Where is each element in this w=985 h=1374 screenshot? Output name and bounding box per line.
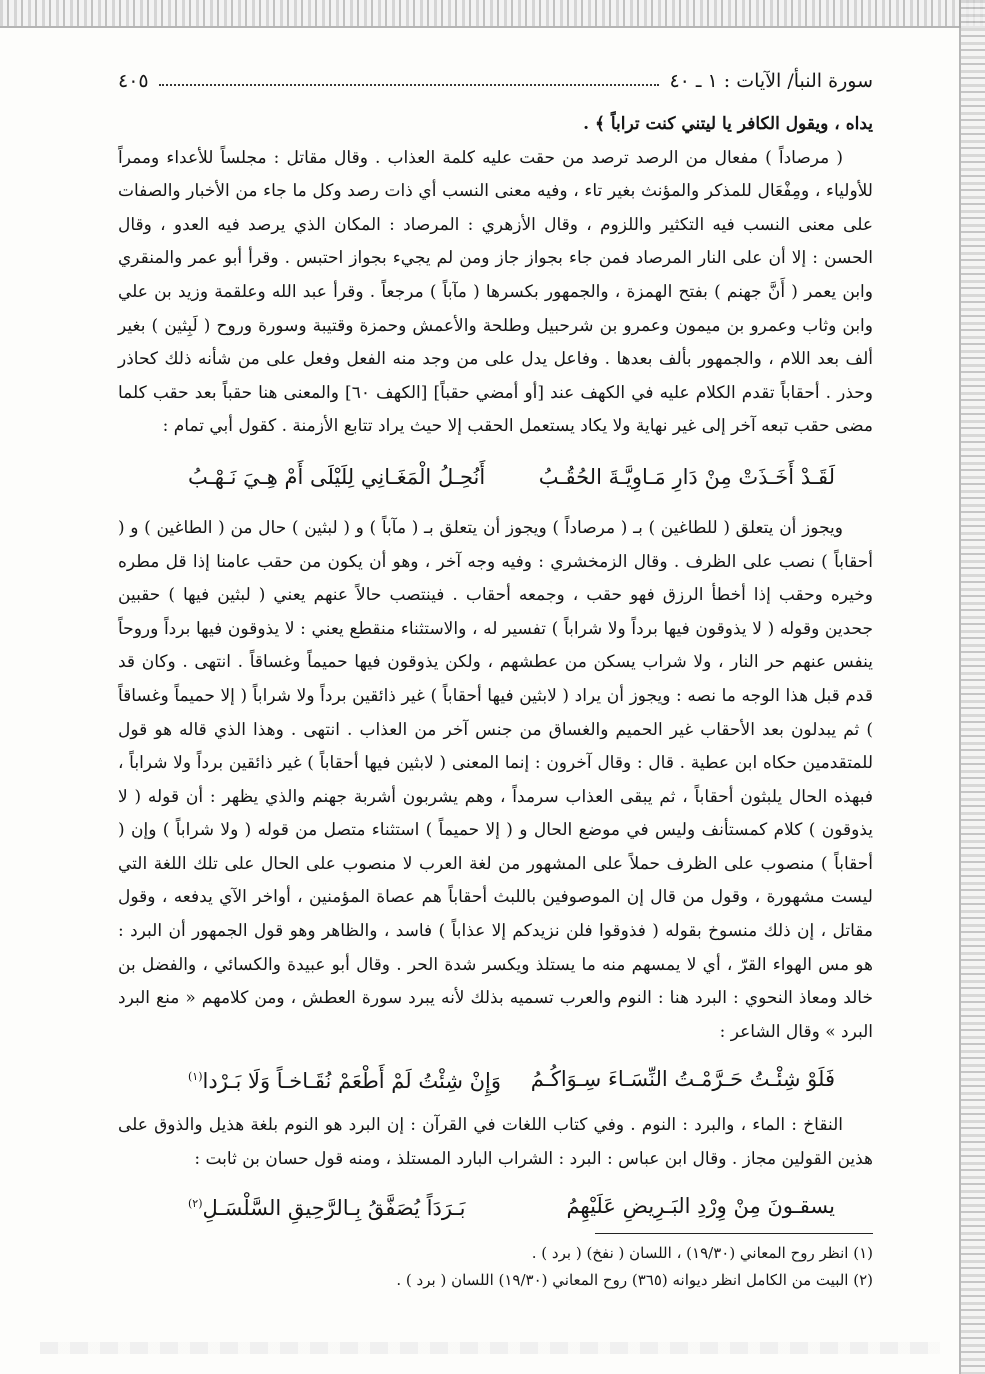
footnotes (118, 1240, 873, 1294)
footnote-separator (595, 1233, 873, 1234)
poem-1-hemistich-2: أَنُحِـلُ الْمَغَـانِي لِلَيْلَى أَمْ هِـيَ نَـهْـبُ (188, 465, 486, 490)
surah-label: سورة النبأ/ الآيات : ١ ـ ٤٠ (669, 70, 873, 92)
page-number: ٤٠٥ (118, 70, 149, 92)
poem-2-hemistich-1: فَلَوْ شِئْـتُ حَـرَّمْـتُ النِّسَـاءَ سِـوَاكُـمُ (530, 1066, 835, 1091)
poem-2-hemistich-2: وَإِنْ شِئْتُ لَمْ أَطْعَمْ نُقَـاخـاً وَلَا بَـرْدا (202, 1069, 501, 1094)
poem-3-hemistich-2: بَـرَدَاً يُصَفَّقُ بِـالرَّحِيقِ السَّلْسَـلِ (202, 1196, 466, 1221)
ornamental-border-top (0, 0, 985, 26)
poem-verse-2 (118, 1049, 873, 1109)
footnote-1: (١) انظر روح المعاني (١٩/٣٠) ، اللسان ( نفخ) ( برد ) . (531, 1244, 873, 1262)
page-body (118, 108, 873, 1237)
scan-artifact-bottom (40, 1342, 940, 1354)
paragraph-1: ( مرصاداً ) مفعال من الرصد ترصد من حقت عليه كلمة العذاب . وقال مقاتل : مجلساً للأعداء وممراً للأولياء ، ومِفْعَال للمذكر والمؤنث بغير تاء ، وفيه معنى النسب أي ذات رصد وكل ما جاء من الأخبار والصفات على معنى النسب فيه التكثير واللزوم ، وقال الأزهري : المرصاد : المكان الذي يرصد فيه العدو ، وقال الحسن : إلا أن على النار المرصاد فمن جاء بجواز جاز ومن لم يجيء بجواز احتبس . وقرأ أبو عمر والمنقري وابن يعمر ( أَنَّ جهنم ) بفتح الهمزة ، والجمهور بكسرها ( مآباً ) مرجعاً . وقرأ عبد الله وعلقمة وزيد بن علي وابن وثاب وعمرو بن ميمون وعمرو بن شرحبيل وطلحة والأعمش وحمزة وقتيبة وسورة وروح ( لَبِثين ) بغير ألف بعد اللام ، والجمهور بألف بعدها . وفاعل يدل على من وجد منه الفعل وفعل على من شأنه ذلك كحاذر وحذر . أحقاباً تقدم الكلام عليه في الكهف عند [أو أمضي حقباً] [الكهف ٦٠] والمعنى هنا حقباً بعد حقب كلما مضى حقب تبعه آخر إلى غير نهاية ولا يكاد يستعمل الحقب إلا حيث يراد تتابع الأزمنة . كقول أبي تمام : (118, 147, 873, 437)
footnote-marker-2: (٢) (188, 1197, 203, 1211)
page-header (118, 66, 873, 96)
ornamental-border-right (961, 0, 985, 1374)
poem-verse-3 (118, 1177, 873, 1237)
verse-line: يداه ، ويقول الكافر يا ليتني كنت تراباً ﴾ . (583, 114, 873, 134)
footnote-2: (٢) البيت من الكامل انظر ديوانه (٣٦٥) روح المعاني (١٩/٣٠) اللسان ( برد ) . (396, 1271, 873, 1289)
paragraph-3: النقاخ : الماء ، والبرد : النوم . وفي كتاب اللغات في القرآن : إن البرد هو النوم بلغة هذيل والذوق على هذين القولين مجاز . وقال ابن عباس : البرد : الشراب البارد المستلذ ، ومنه قول حسان بن ثابت : (118, 1115, 873, 1170)
footnote-marker-1: (١) (188, 1070, 203, 1084)
poem-3-hemistich-1: يسقـونَ مِنْ وِرْدِ البَـرِيضِ عَلَيْهِمُ (566, 1193, 835, 1218)
poem-verse-1 (118, 444, 873, 512)
poem-1-hemistich-1: لَقَـدْ أَخَـذَتْ مِنْ دَارِ مَـاوِيَّـةَ الحُقُـبُ (538, 465, 835, 490)
paragraph-2: ويجوز أن يتعلق ( للطاغين ) بـ ( مرصاداً ) ويجوز أن يتعلق بـ ( مآباً ) و ( لبثين ) حال من ( الطاغين ) و ( أحقاباً ) نصب على الظرف . وقال الزمخشري : وفيه وجه آخر ، وهو أن يكون من حقب عامنا إذا قل مطره وخيره وحقب إذا أخطأ الرزق فهو حقب ، وجمعه أحقاب . فينتصب حالاً عنهم يعني ( لبثين فيها ) حقبين جحدين وقوله ( لا يذوقون فيها برداً ولا شراباً ) تفسير له ، والاستثناء منقطع يعني : لا يذوقون فيها برداً وروحاً ينفس عنهم حر النار ، ولا شراب يسكن من عطشهم ، ولكن يذوقون فيها حميماً وغساقاً . انتهى . وكان قد قدم قبل هذا الوجه ما نصه : ويجوز أن يراد ( لابثين فيها أحقاباً ) غير ذائقين برداً ولا شراباً ( إلا حميماً وغساقاً ) ثم يبدلون بعد الأحقاب غير الحميم والغساق من جنس آخر من العذاب . انتهى . وهذا الذي قاله هو قول للمتقدمين حكاه ابن عطية . قال : وقال آخرون : إنما المعنى ( لابثين فيها أحقاباً ) غير ذائقين برداً ولا شراباً ، فبهذه الحال يلبثون أحقاباً ، ثم يبقى العذاب سرمداً ، وهم يشربون أشربة جهنم والذي يظهر : أن قوله ( لا يذوقون ) كلام كمستأنف وليس في موضع الحال و ( إلا حميماً ) استثناء متصل من قوله ( ولا شراباً ) وإن ( أحقاباً ) منصوب على الظرف حملاً على المشهور من لغة العرب لا منصوب على الحال على تلك اللغة التي ليست مشهورة ، وقول من قال إن الموصوفين باللبث أحقاباً هم عصاة المؤمنين ، أواخر الآي يدفعه ، وقول مقاتل ، إن ذلك منسوخ بقوله ( فذوقوا فلن نزيدكم إلا عذاباً ) فاسد ، والظاهر وهو قول الجمهور أن البرد : هو مس الهواء القرّ ، أي لا يمسهم منه ما يستلذ ويكسر شدة الحر . وقال أبو عبيدة والكسائي ، والفضل بن خالد ومعاذ النحوي : البرد هنا : النوم والعرب تسميه بذلك لأنه يبرد سورة العطش ، ومن كلامهم « منع البرد البرد » وقال الشاعر : (118, 517, 873, 1042)
poem-3-hemistich-2-group (188, 1187, 465, 1226)
poem-2-hemistich-2-group (188, 1060, 501, 1099)
header-dotted-leader (159, 84, 660, 86)
